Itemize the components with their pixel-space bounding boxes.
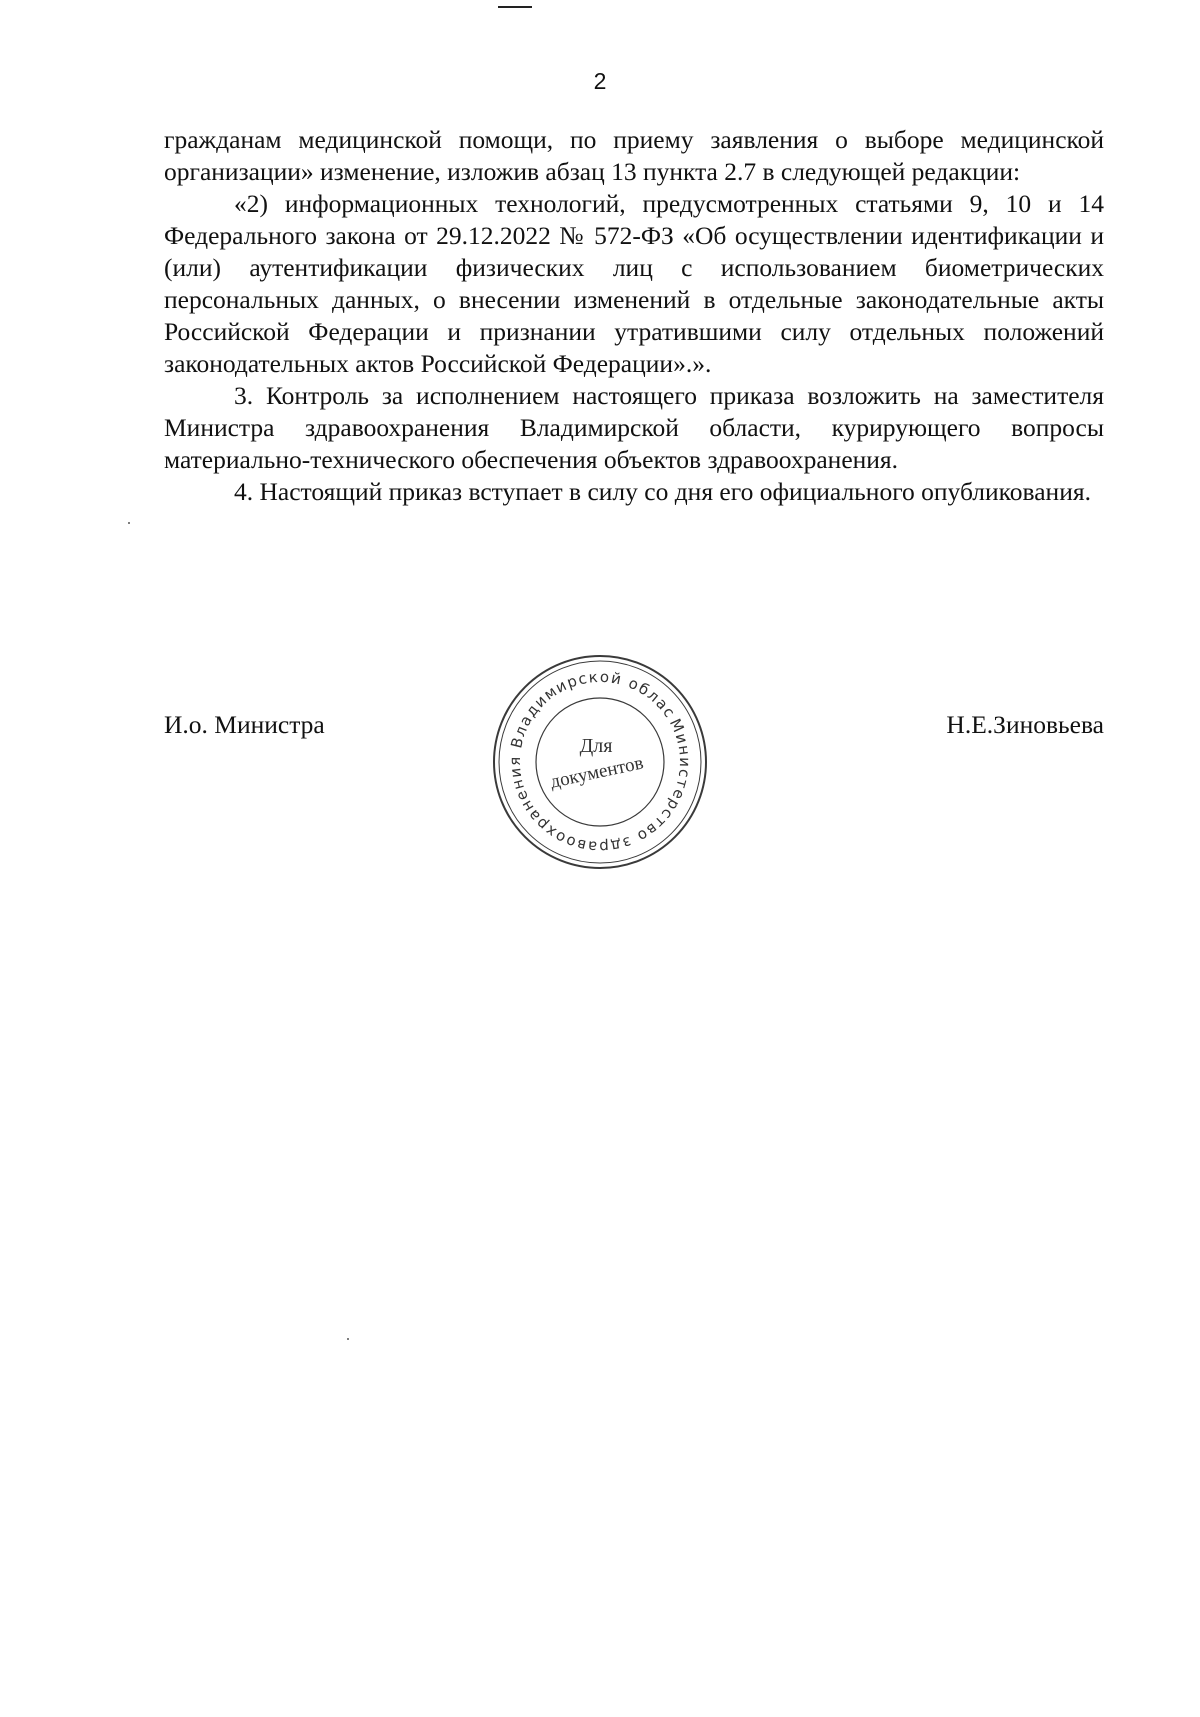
signatory-name: Н.Е.Зиновьева xyxy=(946,710,1104,739)
paragraph-continuation: гражданам медицинской помощи, по приему заявления о выборе медицинской организации» изменение, изложив абзац 13 пункта 2.7 в следующей редакции: xyxy=(164,125,1104,186)
scan-speck xyxy=(347,1338,349,1340)
official-stamp xyxy=(486,648,714,876)
top-edge-mark xyxy=(498,6,532,8)
stamp-outer-text: Министерство здравоохранения Владимирской области xyxy=(505,667,695,857)
document-body xyxy=(164,124,1104,508)
page-number: 2 xyxy=(593,68,607,94)
signatory-position: И.о. Министра xyxy=(164,710,325,739)
scan-speck xyxy=(128,522,130,524)
paragraph-quoted-amendment: «2) информационных технологий, предусмотренных статьями 9, 10 и 14 Федерального закона от 29.12.2022 № 572-ФЗ «Об осуществлении идентификации и (или) аутентификации физических лиц с использованием биометрических персональных данных, о внесении изменений в отдельные законодательные акты Российской Федерации и признании утратившими силу отдельных положений законодательных актов Российской Федерации».». xyxy=(164,189,1104,378)
stamp-center-line-1: Для xyxy=(579,735,613,757)
paragraph-item-4: 4. Настоящий приказ вступает в силу со дня его официального опубликования. xyxy=(234,477,1091,506)
stamp-center-line-2: документов xyxy=(548,752,646,793)
paragraph-item-3: 3. Контроль за исполнением настоящего приказа возложить на заместителя Министра здравоохранения Владимирской области, курирующего вопросы материально-технического обеспечения объектов здравоохранения. xyxy=(164,381,1104,474)
